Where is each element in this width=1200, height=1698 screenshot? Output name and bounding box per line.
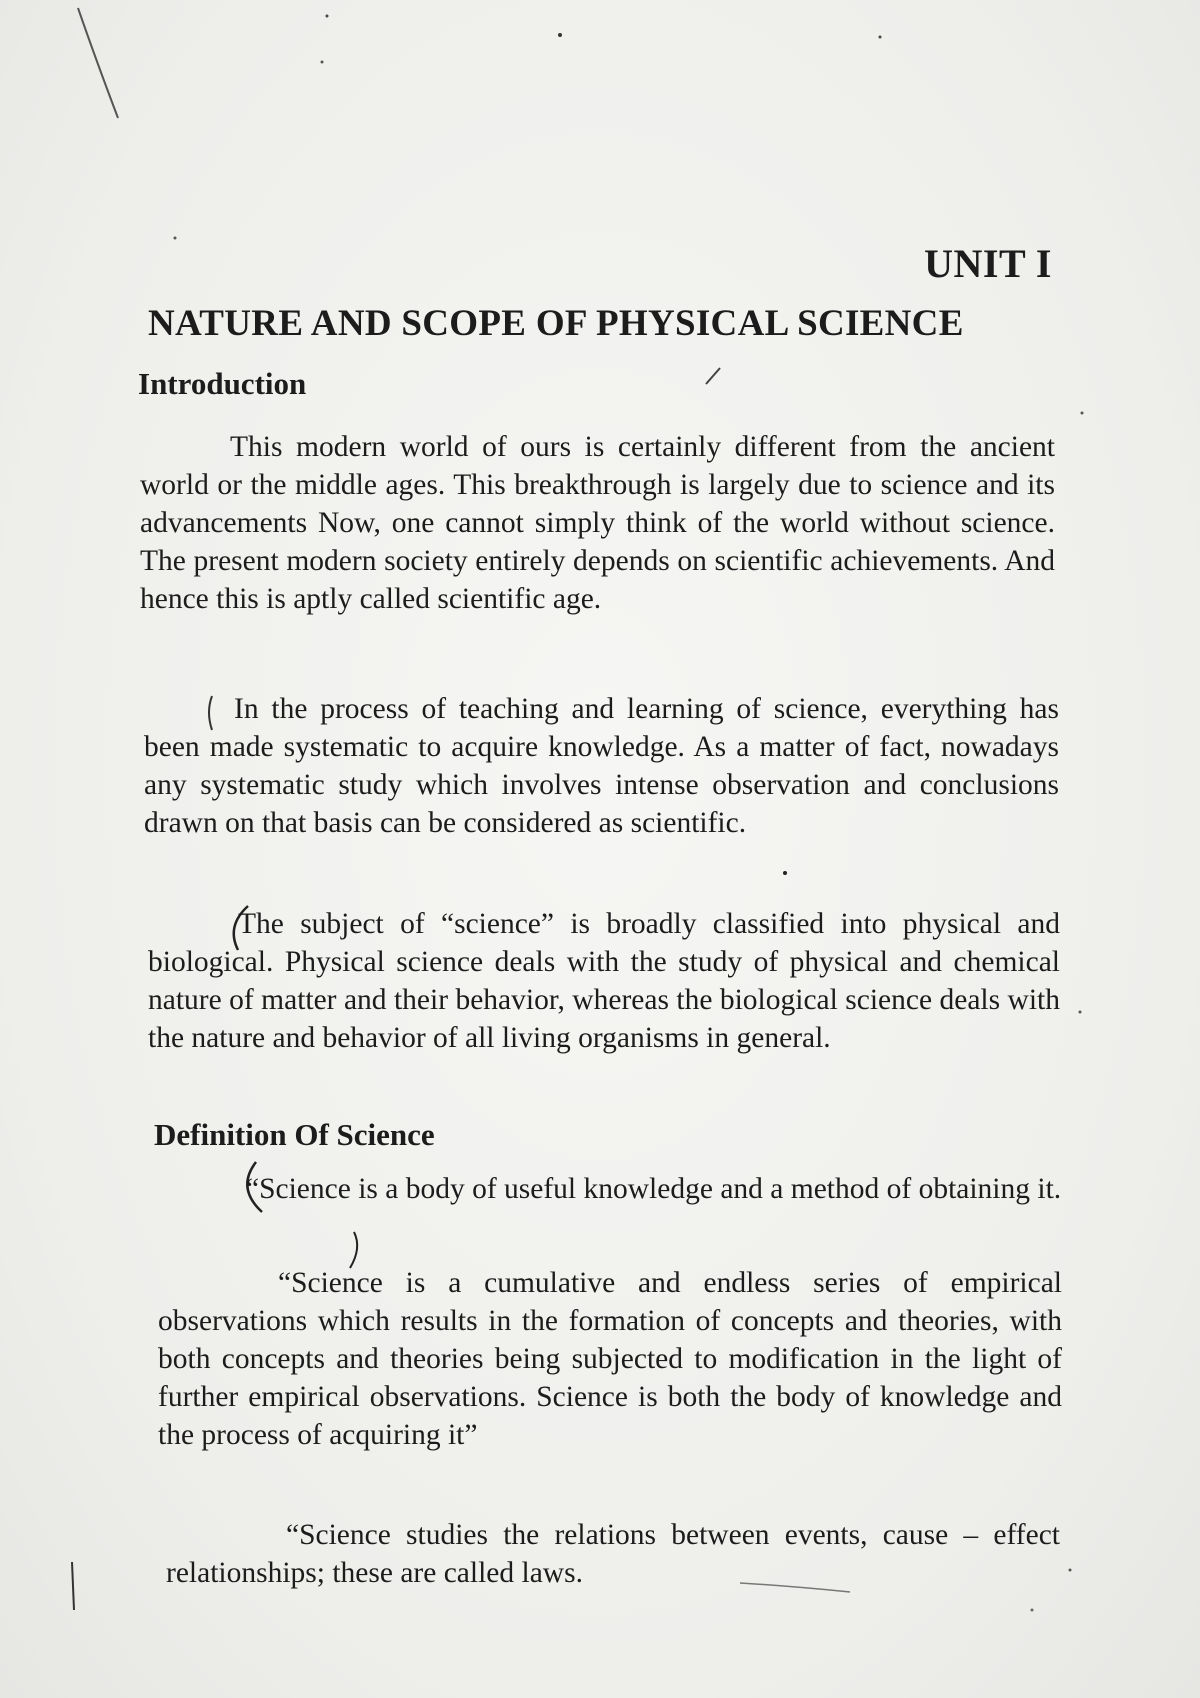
speck <box>879 36 882 39</box>
speck <box>783 871 787 875</box>
speck <box>1079 1011 1082 1014</box>
speck <box>174 237 177 240</box>
chapter-title: NATURE AND SCOPE OF PHYSICAL SCIENCE <box>148 303 964 344</box>
unit-label: UNIT I <box>924 241 1052 286</box>
introduction-paragraph-2: In the process of teaching and learning of science, everything has been made systematic to acquire knowledge. As a matter of fact, nowadays any systematic study which involves intense observation and conclusions drawn on that basis can be considered as scientific. <box>144 693 1059 839</box>
speck <box>1031 1609 1034 1612</box>
speck <box>1081 412 1084 415</box>
definition-quote-1: “Science is a body of useful knowledge and a method of obtaining it. <box>246 1173 1062 1205</box>
speck <box>321 61 324 64</box>
speck <box>326 15 329 18</box>
corner-stroke <box>78 8 118 118</box>
closing-bracket-def1 <box>350 1232 357 1268</box>
definition-heading: Definition Of Science <box>154 1117 435 1152</box>
tick-mark <box>706 368 720 384</box>
introduction-paragraph-3: The subject of “science” is broadly classified into physical and biological. Physical science deals with the study of physical and chemical nature of matter and their behavior, whereas the biological science deals with the nature and behavior of all living organisms in general. <box>148 908 1060 1054</box>
introduction-heading: Introduction <box>138 366 307 401</box>
introduction-paragraph-1: This modern world of ours is certainly different from the ancient world or the middle ages. This breakthrough is largely due to science and its advancements Now, one cannot simply think of the world without science. The present modern society entirely depends on scientific achievements. And hence this is aptly called scientific age. <box>140 431 1055 615</box>
speck <box>1069 1569 1072 1572</box>
definition-quote-2: “Science is a cumulative and endless series of empirical observations which results in the formation of concepts and theories, with both concepts and theories being subjected to modification in the light of further empirical observations. Science is both the body of knowledge and the process of acquiring it” <box>158 1267 1062 1451</box>
left-margin-line <box>72 1562 74 1610</box>
speck <box>558 33 562 37</box>
definition-quote-3: “Science studies the relations between events, cause – effect relationships; these are called laws. <box>166 1519 1060 1589</box>
